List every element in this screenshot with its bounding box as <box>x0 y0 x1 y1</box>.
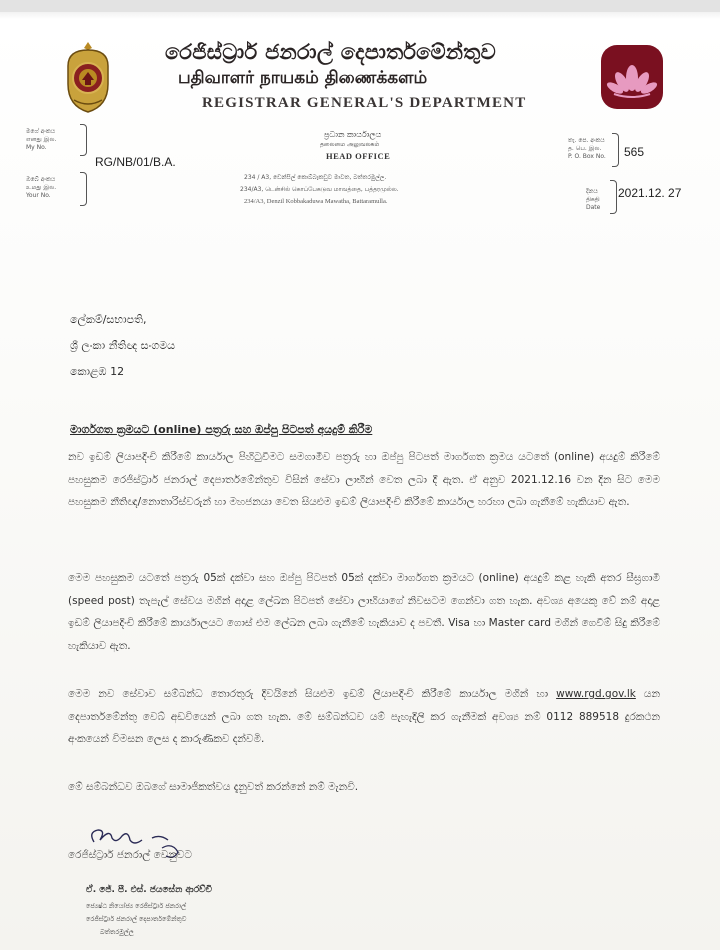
address-tamil: 234/A3, டென்சில் கொப்பேகடுவ மாவத்தை, பத்தரமுல்ல. <box>240 186 399 193</box>
signatory-name: ඒ. ජේ. පී. එස්. ජයසේන ආරච්චි <box>86 885 213 895</box>
body-paragraph-1: නව ඉඩම් ලියාපදිංචි කිරීමේ කාර්යාල පිහිටුවීමට සමගාමීව පත්‍රරු හා ඔප්පු පිටපත් මාර්ගගත ක්‍රමය යටතේ (online) අයදුම් කිරීමේ පහසුකම රෙජිස්ට්‍රාර් ජනරාල් දෙපාර්තමේන්තුව විසින් සේවා ලාභීන් වෙත ලබා දී ඇත. ඒ අනුව 2021.12.16 වන දින සිට මෙම පහසුකම නීතිඥ/නොතාරිස්වරුන් හා මහජනයා වෙත සියළුම ඉඩම් ලියාපදිංචි කිරීමේ කාර්යාල හරහා ලබා ගැනීමේ හැකියාව ඇත. <box>68 451 660 508</box>
body-paragraph-3 <box>68 683 660 751</box>
po-box-label-english: P. O. Box No. <box>568 153 606 160</box>
head-office-english: HEAD OFFICE <box>326 151 391 161</box>
address-english: 234/A3, Denzil Kobbakaduwa Mawatha, Battaramulla. <box>244 198 388 205</box>
recipient-organization: ශ්‍රී ලංකා නීතිඥ සංගමය <box>70 339 176 352</box>
dept-name-tamil: பதிவாளர் நாயகம் திணைக்களம் <box>178 68 428 88</box>
your-no-bracket <box>80 172 87 206</box>
head-office-sinhala: ප්‍රධාන කාර්යාලය <box>324 130 382 139</box>
my-no-label <box>26 128 56 152</box>
recipient-city: කොළඹ 12 <box>70 365 125 378</box>
po-box-bracket <box>612 133 619 167</box>
letter-subject: මාර්ගගත ක්‍රමයට (online) පත්‍රරු සහ ඔප්පු පිටපත් අයදුම් කිරීම <box>70 423 373 436</box>
date-label-sinhala: දිනය <box>586 188 598 195</box>
date-bracket <box>610 180 617 214</box>
lotus-logo-icon <box>600 44 664 110</box>
my-no-label-tamil: எனது இல. <box>26 136 57 143</box>
body-paragraph-3-text-b: යන දෙපාර්තමේන්තු වෙබ් අඩවියෙන් ලබා ගත හැක. මේ සම්බන්ධව යම් පැහැදිලි කර ගැනීමක් අවශ්‍ය නම් 0112 889518 දුරකථන අංකයෙන් විමසන ලෙස ද කාරුණිකව දන්වමි. <box>68 688 660 745</box>
your-no-label-sinhala: ඔබේ අංකය <box>26 176 56 183</box>
date-label <box>586 188 600 212</box>
signatory-title-1: ජ්‍යෙෂ්ඨ නියෝජ්‍ය රෙජිස්ට්‍රාර් ජනරාල් <box>86 902 187 910</box>
address-sinhala: 234 / A3, ඩෙන්සිල් කොබ්බෑකඩුව මාවත, බත්තරමුල්ල. <box>244 174 387 181</box>
my-no-value: RG/NB/01/B.A. <box>95 155 176 169</box>
recipient-title: ලේකම්/සභාපති, <box>70 313 147 326</box>
dept-name-english: REGISTRAR GENERAL'S DEPARTMENT <box>202 95 527 111</box>
body-paragraph-2: මෙම පහසුකම යටතේ පත්‍රරු 05ක් දක්වා සහ ඔප්පු පිටපත් 05ක් දක්වා මාර්ගගත ක්‍රමයට (online) අයදුම් කළ හැකි අතර සීඝ්‍රගාමී (speed post) තැපැල් සේවය මගින් අදාළ ලේඛන පිටපත් සේවා ලාභියාගේ නිවසටම ගෙන්වා ගත හැක. අවශ්‍ය අයෙකු වේ නම් අදාළ ඉඩම් ලියාපදිංචි කිරීමේ කාර්යාලයට ගොස් එම ලේඛන ලබා ගැනීමේ හැකියාව ද පවතී. Visa හා Master card මගින් ගෙවීම් සිදු කිරීමේ හැකියාව ඇත. <box>68 572 660 652</box>
po-box-label-sinhala: තැ. පෙ. අංකය <box>568 137 605 144</box>
recipient-address <box>70 307 175 385</box>
scan-top-edge <box>0 0 720 12</box>
my-no-label-sinhala: මගේ අංකය <box>26 128 56 135</box>
signoff-line: රෙජිස්ට්‍රාර් ජනරාල් වෙනුවට <box>68 849 192 861</box>
date-label-tamil: திகதி <box>586 196 600 203</box>
your-no-label-english: Your No. <box>26 192 51 199</box>
date-value: 2021.12. 27 <box>618 186 682 200</box>
signatory-title-3: බත්තරමුල්ල <box>100 928 134 936</box>
your-no-label-tamil: உமது இல. <box>26 184 57 191</box>
body-paragraph-4: මේ සම්බන්ධව ඔබගේ සාමාජිකත්වය දැනුවත් කරන්නේ නම් මැනවි. <box>68 781 359 793</box>
website-link[interactable]: www.rgd.gov.lk <box>556 688 636 700</box>
po-box-label <box>568 137 606 161</box>
po-box-value: 565 <box>624 145 645 159</box>
po-box-label-tamil: த. பெ. இல. <box>568 145 602 152</box>
date-label-english: Date <box>586 204 601 211</box>
your-no-label <box>26 176 56 200</box>
my-no-label-english: My No. <box>26 144 47 151</box>
sri-lanka-emblem-icon <box>62 40 114 114</box>
dept-name-sinhala: රෙජිස්ට්‍රාර් ජනරාල් දෙපාර්තමේන්තුව <box>165 40 496 64</box>
my-no-bracket <box>80 124 87 156</box>
body-paragraph-3-text-a: මෙම නව සේවාව සම්බන්ධ තොරතුරු දිවයිනේ සියළුම ඉඩම් ලියාපදිංචි කිරීමේ කාර්යාල මගින් හා <box>68 688 557 700</box>
head-office-tamil: தலைமை அலுவலகம் <box>320 141 380 148</box>
signatory-title-2: රෙජිස්ට්‍රාර් ජනරාල් දෙපාර්තමේන්තුව <box>86 915 187 923</box>
